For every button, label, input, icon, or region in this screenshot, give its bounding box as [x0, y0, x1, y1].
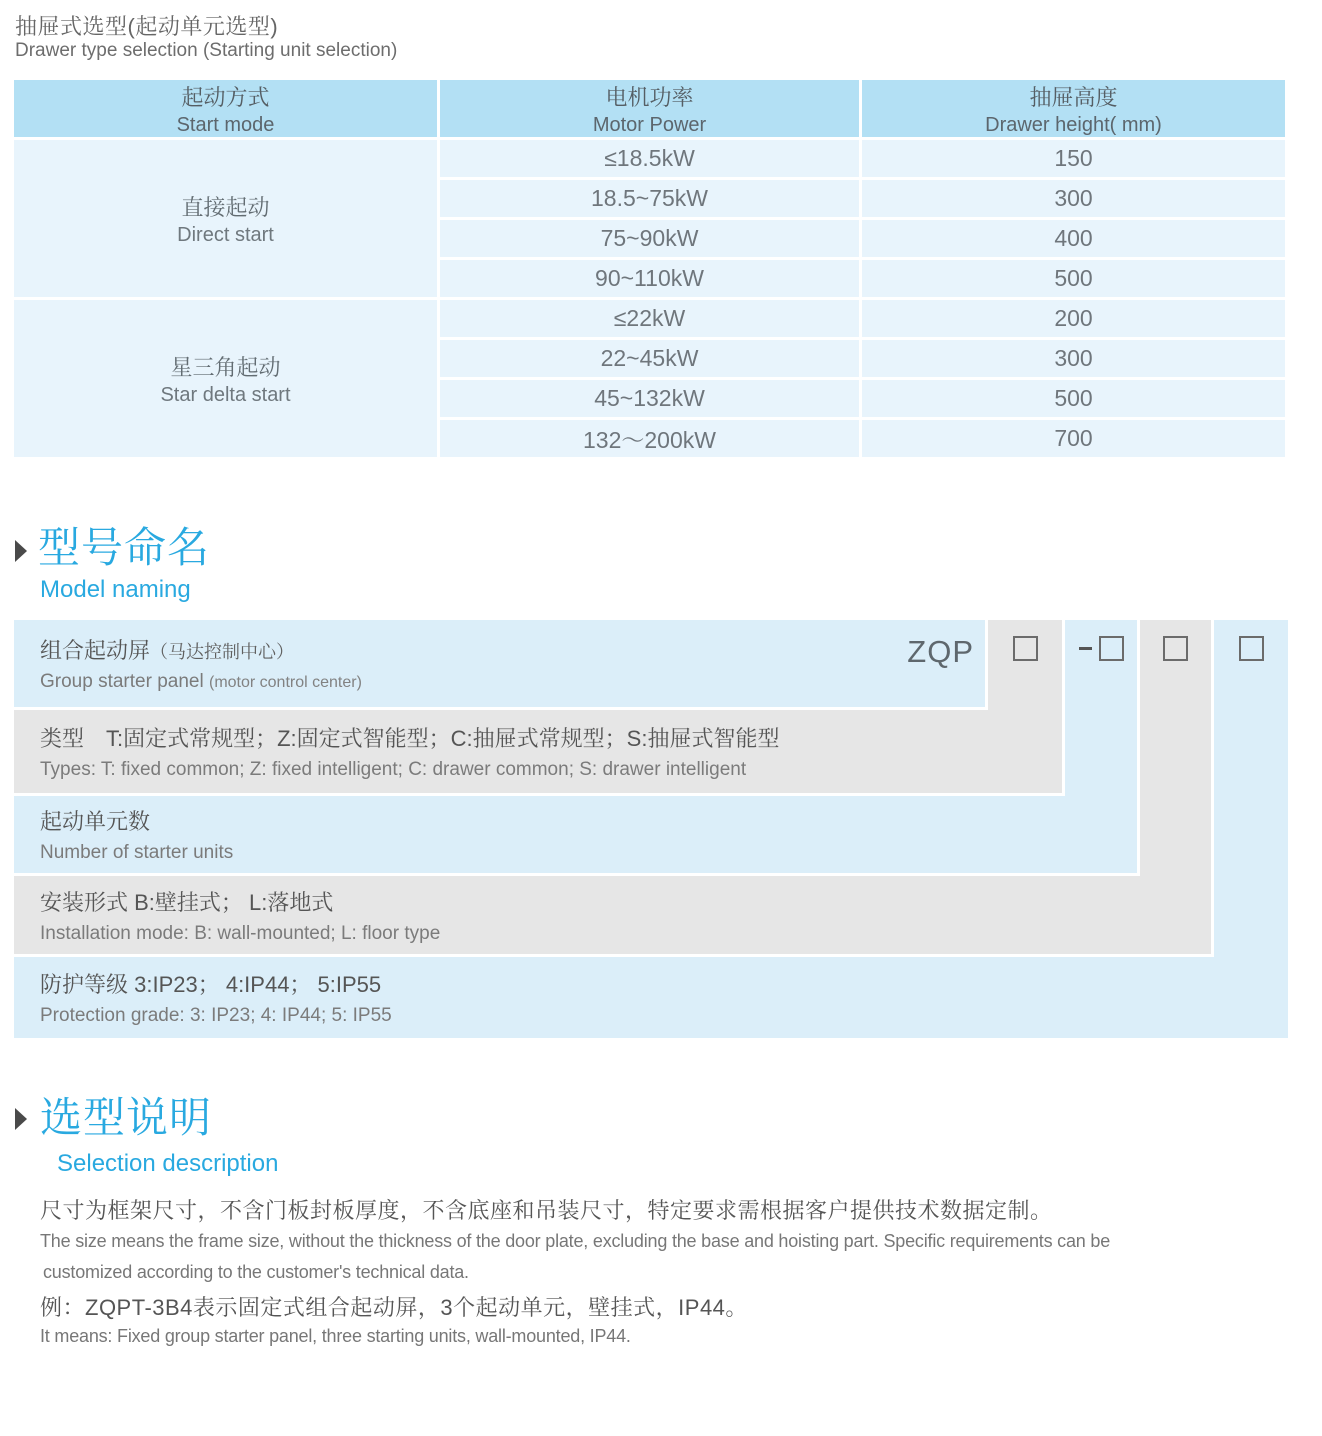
naming-row-installation-mode	[14, 876, 1211, 954]
height-cell: 200	[862, 300, 1285, 337]
mode-label-en: Direct start	[177, 223, 274, 246]
start-mode-cell-direct	[14, 140, 437, 297]
description-line: The size means the frame size, without the thickness of the door plate, excluding the base and hoisting part. Specific requirements can be	[40, 1231, 1111, 1251]
placeholder-box-icon	[1239, 636, 1264, 661]
height-cell: 150	[862, 140, 1285, 177]
power-cell: ≤18.5kW	[440, 140, 859, 177]
section-subtitle-model-naming: Model naming	[40, 576, 191, 603]
header-label-zh: 抽屉高度	[1029, 84, 1118, 110]
naming-row-starter-units	[14, 796, 1137, 873]
doc-title-en: Drawer type selection (Starting unit selection)	[15, 40, 398, 61]
section-subtitle-selection-description: Selection description	[57, 1150, 279, 1177]
row-label-en: Number of starter units	[40, 842, 234, 863]
model-code-prefix: ZQP	[907, 634, 974, 669]
power-cell: 18.5~75kW	[440, 180, 859, 217]
row-label-en: Group starter panel	[40, 671, 204, 692]
naming-row-group-starter-panel	[14, 620, 985, 707]
row-label-zh: 起动单元数	[40, 809, 151, 834]
description-line: 尺寸为框架尺寸，不含门板封板厚度，不含底座和吊装尺寸，特定要求需根据客户提供技术数据定制。	[40, 1198, 1053, 1223]
height-cell: 300	[862, 180, 1285, 217]
start-mode-cell-star-delta	[14, 300, 437, 457]
mode-label-en: Star delta start	[160, 383, 291, 406]
section-marker-triangle-icon	[15, 1108, 27, 1130]
power-cell: 45~132kW	[440, 380, 859, 417]
model-naming-diagram	[14, 620, 1288, 1038]
row-label-en-paren: (motor control center)	[208, 674, 362, 691]
row-label-zh-paren: （马达控制中心）	[150, 642, 295, 662]
height-cell: 500	[862, 380, 1285, 417]
height-cell: 400	[862, 220, 1285, 257]
table-header-motor-power	[440, 80, 859, 137]
power-cell: 132～200kW	[440, 420, 859, 457]
section-title-selection-description: 选型说明	[40, 1094, 213, 1141]
naming-column-installation	[1140, 620, 1211, 876]
height-cell: 300	[862, 340, 1285, 377]
header-label-zh: 起动方式	[181, 84, 270, 110]
height-cell: 500	[862, 260, 1285, 297]
row-label-en: Types: T: fixed common; Z: fixed intelligent; C: drawer common; S: drawer intelligent	[40, 759, 747, 780]
row-label-en: Installation mode: B: wall-mounted; L: floor type	[40, 922, 441, 944]
description-line: 例：ZQPT-3B4表示固定式组合起动屏，3个起动单元，壁挂式，IP44。	[40, 1295, 748, 1320]
header-label-en: Motor Power	[592, 113, 707, 136]
naming-column-protection	[1214, 620, 1288, 957]
description-line: customized according to the customer's technical data.	[43, 1262, 469, 1282]
naming-column-type	[988, 620, 1062, 710]
placeholder-box-icon	[1099, 636, 1124, 661]
header-label-en: Drawer height( mm)	[985, 113, 1162, 136]
dash-icon	[1079, 647, 1092, 650]
power-cell: ≤22kW	[440, 300, 859, 337]
row-label-zh: 类型 T:固定式常规型；Z:固定式智能型；C:抽屉式常规型；S:抽屉式智能型	[40, 726, 780, 751]
naming-row-protection-grade	[14, 957, 1288, 1038]
placeholder-box-icon	[1163, 636, 1188, 661]
header-label-en: Start mode	[176, 113, 275, 136]
naming-column-units	[1065, 620, 1137, 796]
power-cell: 75~90kW	[440, 220, 859, 257]
description-line: It means: Fixed group starter panel, three starting units, wall-mounted, IP44.	[40, 1326, 631, 1346]
section-marker-triangle-icon	[15, 540, 27, 562]
table-header-drawer-height	[862, 80, 1285, 137]
row-label-zh: 防护等级 3:IP23； 4:IP44； 5:IP55	[40, 972, 382, 997]
power-cell: 22~45kW	[440, 340, 859, 377]
table-header-start-mode	[14, 80, 437, 137]
placeholder-box-icon	[1013, 636, 1038, 661]
header-label-zh: 电机功率	[605, 84, 694, 110]
height-cell: 700	[862, 420, 1285, 457]
row-label-en: Protection grade: 3: IP23; 4: IP44; 5: IP55	[40, 1005, 392, 1026]
doc-title-zh: 抽屉式选型(起动单元选型)	[15, 14, 279, 39]
section-title-model-naming: 型号命名	[38, 524, 211, 571]
mode-label-zh: 星三角起动	[170, 354, 281, 380]
row-label-zh: 组合起动屏	[40, 638, 151, 663]
row-label-zh: 安装形式 B:壁挂式； L:落地式	[40, 889, 334, 915]
power-cell: 90~110kW	[440, 260, 859, 297]
naming-row-types	[14, 710, 1062, 793]
drawer-selection-table	[14, 80, 1285, 457]
mode-label-zh: 直接起动	[181, 194, 270, 220]
